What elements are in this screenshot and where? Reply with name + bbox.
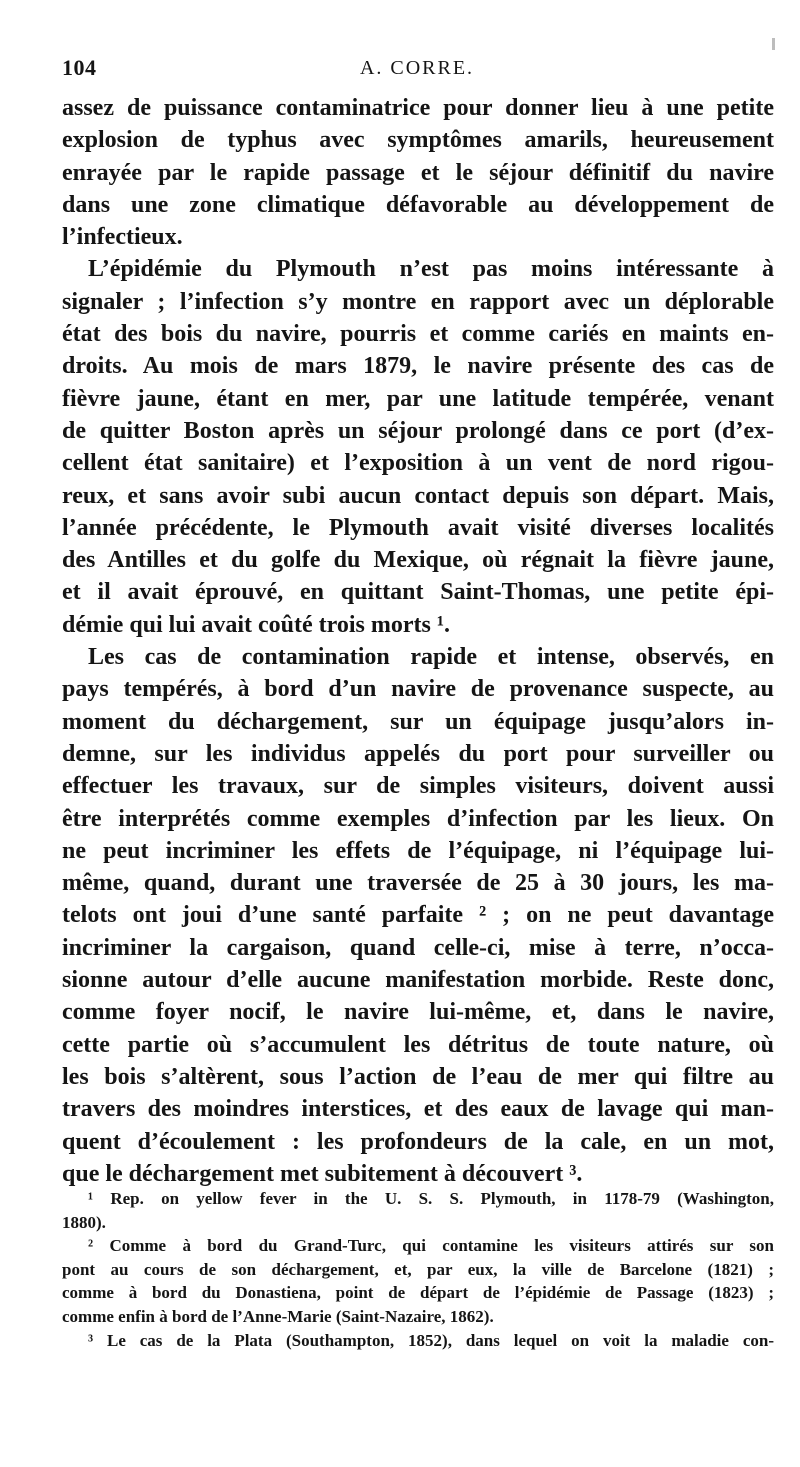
text-line: comme foyer nocif, le navire lui-même, et, dans le navire, [62,999,774,1026]
text-line: pays tempérés, à bord d’un navire de provenance suspecte, au [62,676,774,703]
text-line: être interprétés comme exemples d’infection par les lieux. On [62,805,774,832]
footnote-line: pont au cours de son déchargement, et, par eux, la ville de Barcelone (1821) ; [62,1259,774,1279]
footnotes [62,1187,774,1352]
text-line: les bois s’altèrent, sous l’action de l’eau de mer qui filtre au [62,1063,774,1090]
text-line: incriminer la cargaison, quand celle-ci, mise à terre, n’occa- [62,934,774,961]
text-line: assez de puissance contaminatrice pour donner lieu à une petite [62,95,774,121]
footnote-line: comme à bord du Donastiena, point de départ de l’épidémie de Passage (1823) ; [62,1283,774,1303]
text-line: des Antilles et du golfe du Mexique, où régnait la fièvre jaune, [62,547,774,574]
text-line: que le déchargement met subitement à découvert ³. [62,1160,583,1187]
text-line: quent d’écoulement : les profondeurs de la cale, en un mot, [62,1128,774,1155]
text-line: droits. Au mois de mars 1879, le navire présente des cas de [62,353,774,380]
page-header [62,55,772,89]
text-line: dans une zone climatique défavorable au développement de [62,191,774,218]
text-line: explosion de typhus avec symptômes amarils, heureusement [62,127,774,154]
footnote-line: ² Comme à bord du Grand-Turc, qui contamine les visiteurs attirés sur son [88,1236,774,1256]
text-line: cellent état sanitaire) et l’exposition à un vent de nord rigou- [62,450,774,477]
text-line: l’année précédente, le Plymouth avait visité diverses localités [62,514,774,541]
text-line: demne, sur les individus appelés du port pour surveiller ou [62,740,774,767]
body-text [62,92,774,1190]
running-head: A. CORRE. [359,57,475,79]
text-line: sionne autour d’elle aucune manifestation morbide. Reste donc, [62,967,774,994]
text-line: l’infectieux. [62,224,183,251]
text-line: et il avait éprouvé, en quittant Saint-Thomas, une petite épi- [62,579,774,606]
text-line: effectuer les travaux, sur de simples visiteurs, doivent aussi [62,773,774,800]
text-line: L’épidémie du Plymouth n’est pas moins intéressante à [88,256,774,283]
footnote-line: ¹ Rep. on yellow fever in the U. S. S. Plymouth, in 1178-79 (Washington, [88,1189,774,1208]
text-line: cette partie où s’accumulent les détritus de toute nature, où [62,1031,774,1058]
text-line: moment du déchargement, sur un équipage jusqu’alors in- [62,708,774,735]
text-line: reux, et sans avoir subi aucun contact depuis son départ. Mais, [62,482,774,509]
text-line: telots ont joui d’une santé parfaite ² ; on ne peut davantage [62,902,774,929]
page-number: 104 [62,55,97,80]
footnote-line: comme enfin à bord de l’Anne-Marie (Saint-Nazaire, 1862). [62,1306,494,1326]
text-line: état des bois du navire, pourris et comme cariés en maints en- [62,321,774,348]
text-line: de quitter Boston après un séjour prolongé dans ce port (d’ex- [62,417,774,444]
footnote-line: ³ Le cas de la Plata (Southampton, 1852), dans lequel on voit la maladie con- [88,1330,774,1350]
text-line: ne peut incriminer les effets de l’équipage, ni l’équipage lui- [62,837,774,864]
footnote-line: 1880). [62,1212,106,1232]
text-line: travers des moindres interstices, et des eaux de lavage qui man- [62,1096,774,1123]
text-line: enrayée par le rapide passage et le séjour définitif du navire [62,159,774,186]
text-line: Les cas de contamination rapide et intense, observés, en [88,644,774,671]
text-line: signaler ; l’infection s’y montre en rapport avec un déplorable [62,288,774,315]
text-line: démie qui lui avait coûté trois morts ¹. [62,611,451,638]
text-line: fièvre jaune, étant en mer, par une latitude tempérée, venant [62,385,774,412]
scan-mark [772,38,775,50]
text-line: même, quand, durant une traversée de 25 à 30 jours, les ma- [62,870,774,897]
